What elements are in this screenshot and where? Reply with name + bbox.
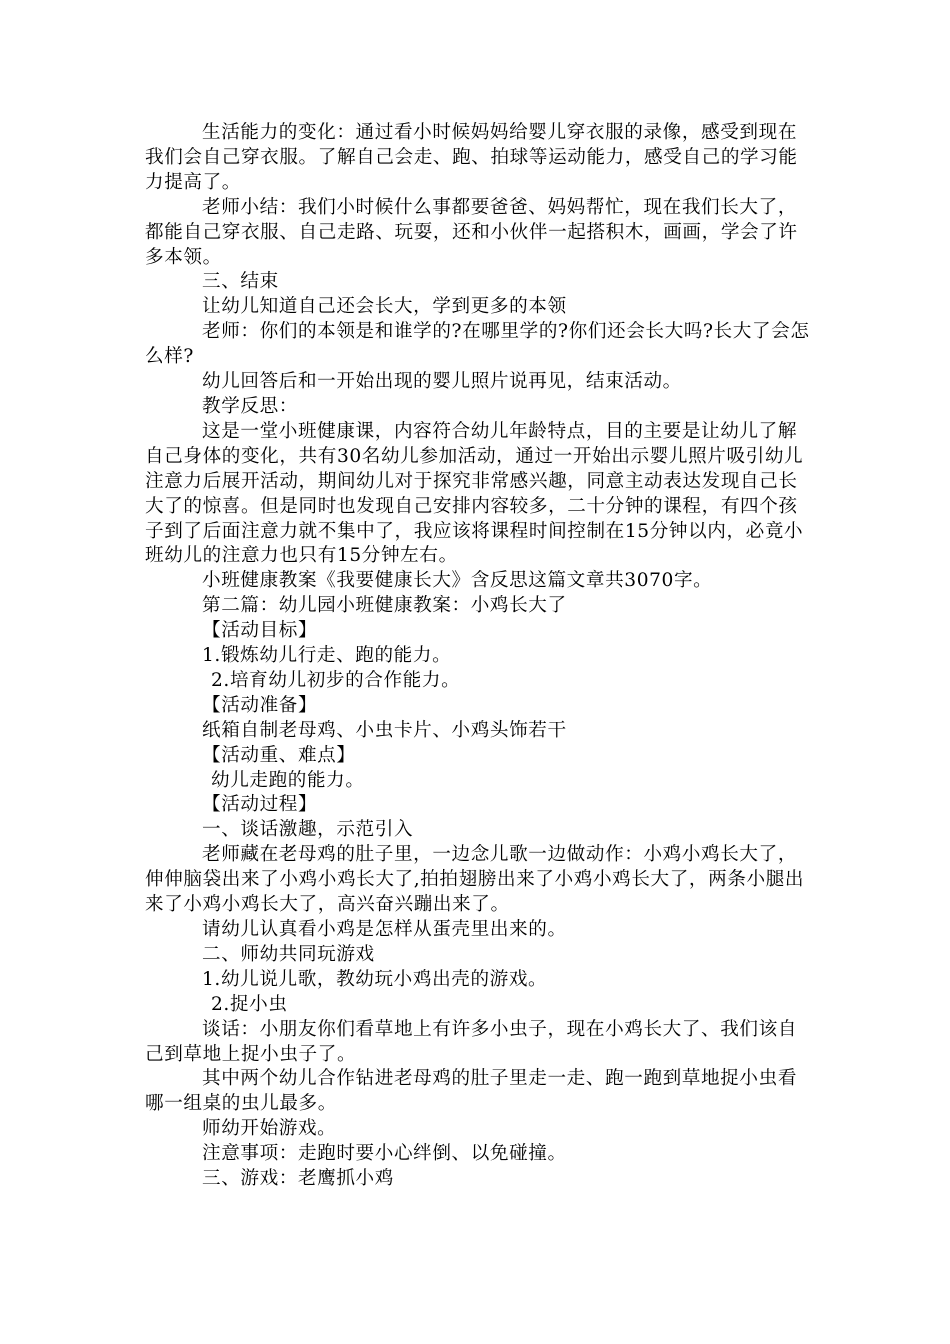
paragraph: 教学反思：: [202, 395, 298, 417]
paragraph: 幼儿回答后和一开始出现的婴儿照片说再见，结束活动。: [202, 371, 682, 393]
paragraph: 纸箱自制老母鸡、小虫卡片、小鸡头饰若干: [202, 719, 567, 741]
paragraph: 【活动准备】: [202, 694, 318, 716]
paragraph: 注意事项：走跑时要小心绊倒、以免碰撞。: [202, 1143, 567, 1165]
document-body: [145, 121, 813, 1192]
paragraph: 这是一堂小班健康课，内容符合幼儿年龄特点，目的主要是让幼儿了解自己身体的变化，共有30名幼儿参加活动，通过一开始出示婴儿照片吸引幼儿注意力后展开活动，期间幼儿对于探究非常感兴趣，同意主动表达发现自己长大了的惊喜。但是同时也发现自己安排内容较多，二十分钟的课程，有四个孩子到了后面注意力就不集中了，我应该将课程时间控制在15分钟以内，必竟小班幼儿的注意力也只有15分钟左右。: [145, 420, 804, 567]
paragraph: 【活动目标】: [202, 620, 318, 642]
paragraph: 1.锻炼幼儿行走、跑的能力。: [202, 645, 452, 667]
paragraph: 幼儿走跑的能力。: [211, 769, 365, 791]
paragraph: 【活动过程】: [202, 794, 318, 816]
paragraph: 请幼儿认真看小鸡是怎样从蛋壳里出来的。: [202, 919, 567, 940]
paragraph: 2.培育幼儿初步的合作能力。: [211, 669, 461, 691]
paragraph: 三、结束: [202, 271, 279, 293]
paragraph: 生活能力的变化：通过看小时候妈妈给婴儿穿衣服的录像，感受到现在我们会自己穿衣服。了解自己会走、跑、拍球等运动能力，感受自己的学习能力提高了。: [145, 122, 798, 193]
paragraph: 其中两个幼儿合作钻进老母鸡的肚子里走一走、跑一跑到草地捉小虫看哪一组桌的虫儿最多。: [145, 1068, 798, 1115]
paragraph: 1.幼儿说儿歌，教幼玩小鸡出壳的游戏。: [202, 968, 548, 990]
paragraph: 【活动重、难点】: [202, 744, 356, 766]
paragraph: 老师：你们的本领是和谁学的?在哪里学的?你们还会长大吗?长大了会怎么样?: [145, 321, 810, 368]
paragraph: 2.捉小虫: [211, 993, 288, 1015]
paragraph: 第二篇：幼儿园小班健康教案：小鸡长大了: [202, 595, 567, 617]
paragraph: 让幼儿知道自己还会长大，学到更多的本领: [202, 296, 567, 318]
paragraph: 师幼开始游戏。: [202, 1118, 337, 1140]
paragraph: 小班健康教案《我要健康长大》含反思这篇文章共3070字。: [202, 570, 713, 592]
paragraph: 三、游戏：老鹰抓小鸡: [202, 1168, 394, 1190]
paragraph: 一、谈话激趣，示范引入: [202, 819, 414, 841]
paragraph: 老师小结：我们小时候什么事都要爸爸、妈妈帮忙，现在我们长大了，都能自己穿衣服、自己走路、玩耍，还和小伙伴一起搭积木，画画，学会了许多本领。: [145, 196, 798, 268]
paragraph: 谈话：小朋友你们看草地上有许多小虫子，现在小鸡长大了、我们该自己到草地上捉小虫子了。: [145, 1018, 798, 1065]
paragraph: 老师藏在老母鸡的肚子里，一边念儿歌一边做动作：小鸡小鸡长大了，伸伸脑袋出来了小鸡小鸡长大了,拍拍翅膀出来了小鸡小鸡长大了，两条小腿出来了小鸡小鸡长大了，高兴奋兴蹦出来了。: [145, 844, 805, 916]
paragraph: 二、师幼共同玩游戏: [202, 943, 375, 965]
